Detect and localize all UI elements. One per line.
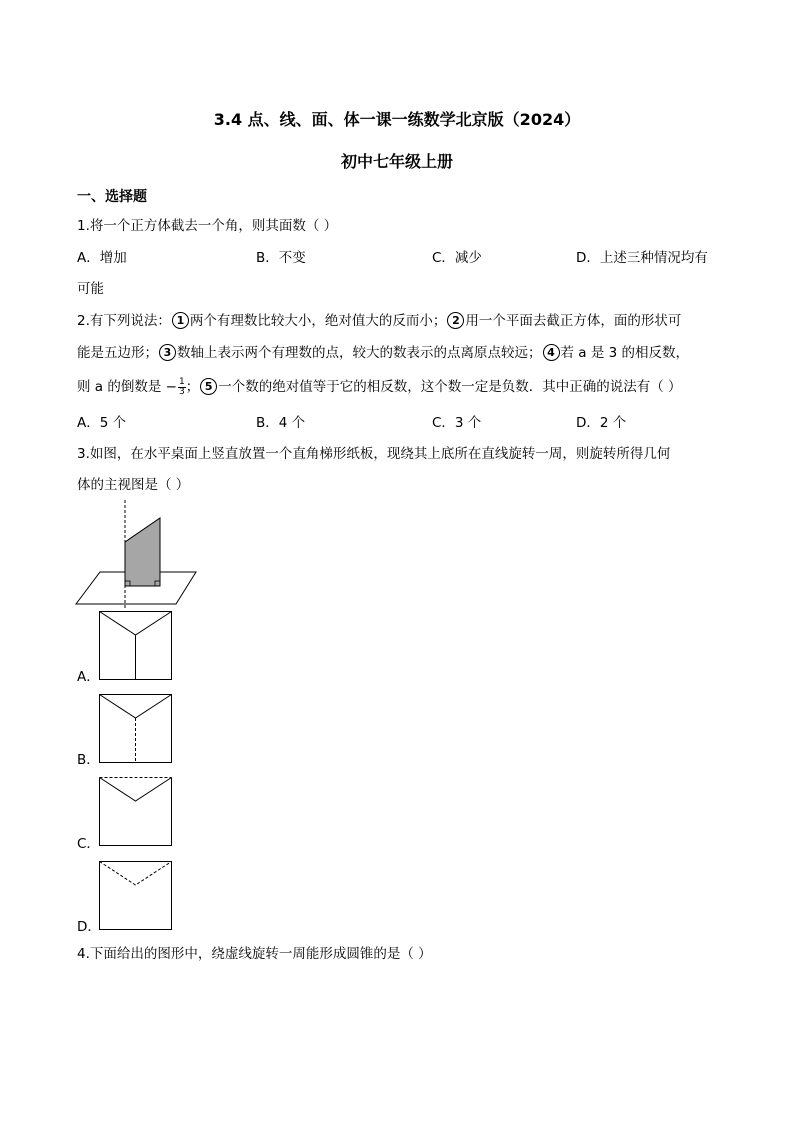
- q2-text: 数轴上表示两个有理数的点，较大的数表示的点离原点较远；: [177, 345, 542, 361]
- q2-option-c: C．3 个: [432, 415, 482, 431]
- q2-text: 则 a 的倒数是 −: [77, 379, 177, 395]
- q2-text: 能是五边形；: [77, 345, 158, 361]
- q2-line-3: [77, 377, 682, 397]
- q2-option-b: B．4 个: [256, 415, 306, 431]
- fraction-denominator: 3: [178, 386, 185, 397]
- q2-text: 2.有下列说法：: [77, 313, 171, 329]
- q3-option-d-label: D．: [77, 919, 101, 935]
- q4-stem: 4.下面给出的图形中，绕虚线旋转一周能形成圆锥的是（ ）: [77, 946, 432, 962]
- q1-option-d-continued: 可能: [77, 281, 104, 297]
- circled-number-4: 4: [543, 344, 560, 361]
- q3-option-c-label: C．: [77, 836, 100, 852]
- document-subtitle: 初中七年级上册: [340, 152, 453, 171]
- q3-stem-line-1: 3.如图，在水平桌面上竖直放置一个直角梯形纸板，现绕其上底所在直线旋转一周，则旋转所得几何: [77, 446, 671, 462]
- circled-number-5: 5: [200, 378, 217, 395]
- q2-text: 两个有理数比较大小，绝对值大的反而小；: [189, 313, 447, 329]
- q2-option-d: D．2 个: [576, 415, 627, 431]
- document-title: 3.4 点、线、面、体一课一练数学北京版（2024）: [213, 110, 581, 129]
- q1-option-a: A．增加: [77, 250, 127, 266]
- q2-text: 若 a 是 3 的相反数，: [560, 345, 690, 361]
- q2-text: 用一个平面去截正方体，面的形状可: [465, 313, 682, 329]
- circled-number-2: 2: [447, 312, 464, 329]
- fraction-numerator: 1: [178, 376, 185, 387]
- q2-line-2: [77, 343, 689, 363]
- q3-option-b-label: B．: [77, 752, 100, 768]
- q3-stem-line-2: 体的主视图是（ ）: [77, 477, 190, 493]
- circled-number-1: 1: [172, 312, 189, 329]
- q1-stem: 1.将一个正方体截去一个角，则其面数（ ）: [77, 218, 338, 234]
- option-d-diagram: [99, 861, 173, 931]
- option-c-diagram: [99, 777, 173, 847]
- q1-option-b: B．不变: [256, 250, 306, 266]
- q3-option-a-label: A．: [77, 669, 100, 685]
- q1-option-d: D．上述三种情况均有: [576, 250, 708, 266]
- q2-option-a: A．5 个: [77, 415, 127, 431]
- q2-text: ；: [185, 379, 200, 395]
- section-heading: 一、选择题: [77, 189, 147, 205]
- option-a-diagram: [99, 611, 173, 681]
- q2-text: 一个数的绝对值等于它的相反数，这个数一定是负数．其中正确的说法有（ ）: [218, 379, 682, 395]
- fraction: [178, 378, 186, 397]
- circled-number-3: 3: [159, 344, 176, 361]
- q1-option-c: C．减少: [432, 250, 482, 266]
- q2-line-1: [77, 311, 681, 331]
- trapezoid-on-table-figure: [70, 498, 205, 610]
- option-b-diagram: [99, 694, 173, 764]
